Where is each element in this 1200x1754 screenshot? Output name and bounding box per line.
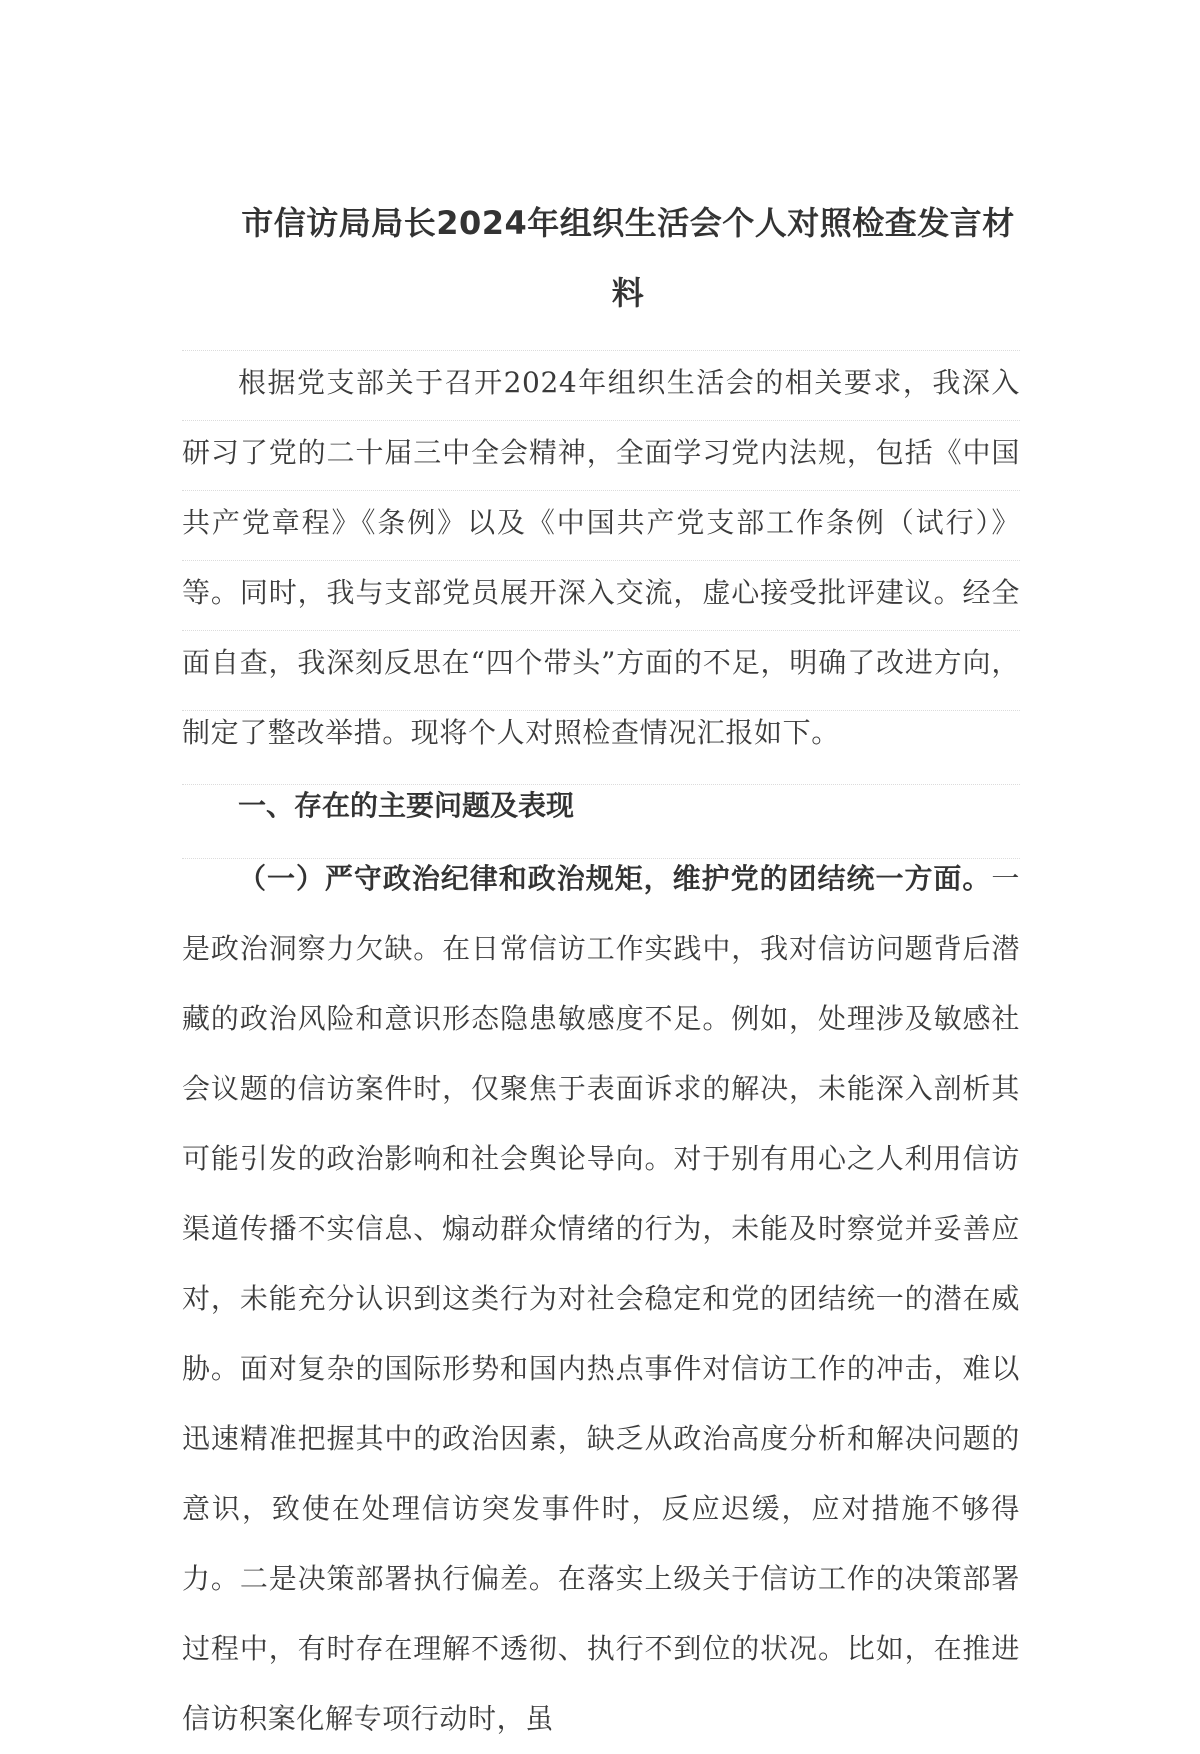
subsection-paragraph [182, 844, 1020, 1754]
subsection-heading: （一）严守政治纪律和政治规矩，维护党的团结统一方面。 [238, 862, 992, 895]
document-body [182, 348, 1020, 1754]
document-title: 市信访局局长2024年组织生活会个人对照检查发言材料 [241, 204, 1015, 312]
subsection-text: 一是政治洞察力欠缺。在日常信访工作实践中，我对信访问题背后潜藏的政治风险和意识形态隐患敏感度不足。例如，处理涉及敏感社会议题的信访案件时，仅聚焦于表面诉求的解决，未能深入剖析其可能引发的政治影响和社会舆论导向。对于别有用心之人利用信访渠道传播不实信息、煽动群众情绪的行为，未能及时察觉并妥善应对，未能充分认识到这类行为对社会稳定和党的团结统一的潜在威胁。面对复杂的国际形势和国内热点事件对信访工作的冲击，难以迅速精准把握其中的政治因素，缺乏从政治高度分析和解决问题的意识，致使在处理信访突发事件时，反应迟缓，应对措施不够得力。二是决策部署执行偏差。在落实上级关于信访工作的决策部署过程中，有时存在理解不透彻、执行不到位的状况。比如，在推进信访积案化解专项行动时，虽 [182, 862, 1020, 1735]
intro-paragraph: 根据党支部关于召开2024年组织生活会的相关要求，我深入研习了党的二十届三中全会精神，全面学习党内法规，包括《中国共产党章程》《条例》以及《中国共产党支部工作条例（试行）》等。同时，我与支部党员展开深入交流，虚心接受批评建议。经全面自查，我深刻反思在“四个带头”方面的不足，明确了改进方向，制定了整改举措。现将个人对照检查情况汇报如下。 [182, 366, 1020, 749]
section-heading: 一、存在的主要问题及表现 [238, 789, 575, 822]
